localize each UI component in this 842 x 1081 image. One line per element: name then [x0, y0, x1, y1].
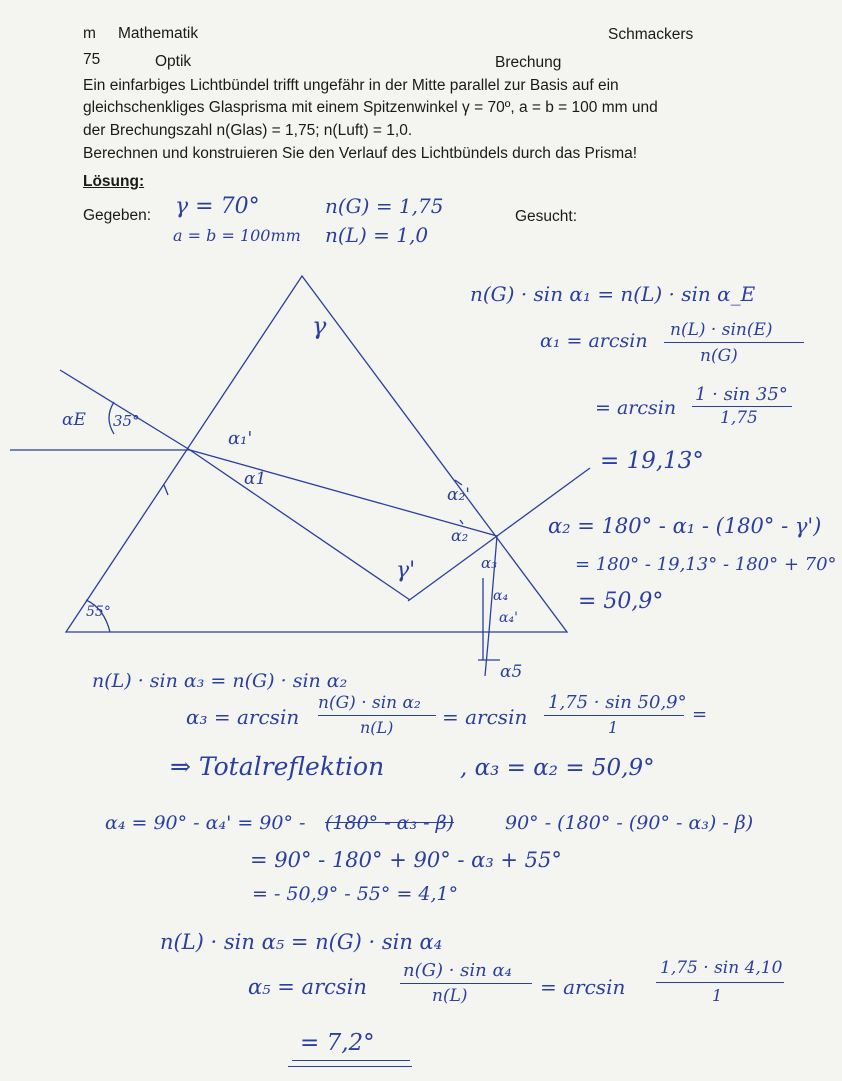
label-35: 35°	[113, 412, 140, 430]
exit-ray	[485, 632, 489, 676]
exercise-number: 75	[83, 51, 101, 68]
calc-3a: α₃ = arcsin	[186, 705, 300, 729]
sought-label: Gesucht:	[515, 208, 578, 225]
fraction-bar-1	[664, 342, 804, 343]
given-label: Gegeben:	[83, 207, 152, 224]
calc-1b: = arcsin	[595, 397, 677, 419]
law-refraction-5: n(L) · sin α₅ = n(G) · sin α₄	[160, 930, 443, 954]
fraction-bar-2	[692, 406, 792, 407]
label-alpha5: α5	[500, 662, 523, 682]
task-line-1: Ein einfarbiges Lichtbündel trifft ungefähr in der Mitte parallel zur Basis auf ein	[83, 77, 619, 94]
calc-1a-den: n(G)	[700, 346, 738, 366]
topic-name: Optik	[155, 53, 192, 70]
total-reflection-eq: , α₃ = α₂ = 50,9°	[460, 755, 655, 781]
calc-3b-eq: =	[692, 704, 708, 725]
fraction-bar-3	[318, 715, 436, 716]
calc-5a-num: n(G) · sin α₄	[403, 960, 512, 981]
tick-mark-2	[460, 520, 463, 524]
calc-4a: α₄ = 90° - α₄' = 90° -	[105, 812, 306, 834]
normal-line-1-ext	[190, 450, 410, 600]
calc-5a: α₅ = arcsin	[248, 975, 367, 999]
calc-3a-den: n(L)	[360, 718, 394, 737]
label-55: 55°	[86, 604, 111, 620]
given-gamma: γ = 70°	[175, 194, 260, 219]
subject-name: Mathematik	[118, 25, 199, 42]
calc-2b: = 180° - 19,13° - 180° + 70°	[575, 554, 837, 575]
given-n-air: n(L) = 1,0	[325, 223, 429, 247]
label-alpha2: α₂	[451, 526, 469, 545]
calc-4b: = 90° - 180° + 90° - α₃ + 55°	[250, 848, 562, 872]
given-n-glass: n(G) = 1,75	[325, 194, 444, 218]
calc-3b-den: 1	[608, 718, 619, 737]
law-refraction-3: n(L) · sin α₃ = n(G) · sin α₂	[92, 670, 348, 692]
calc-2a: α₂ = 180° - α₁ - (180° - γ')	[548, 514, 822, 538]
solution-heading: Lösung:	[83, 173, 145, 190]
law-refraction-1: n(G) · sin α₁ = n(L) · sin α_E	[470, 282, 756, 306]
label-alpha3: α₃	[481, 554, 498, 572]
result-alpha1: = 19,13°	[600, 448, 704, 474]
calc-3b: = arcsin	[442, 705, 528, 729]
calc-4c: = - 50,9° - 55° = 4,1°	[252, 883, 459, 905]
fraction-bar-6	[656, 982, 784, 983]
calc-5b-den: 1	[712, 986, 723, 1005]
result-alpha2: = 50,9°	[578, 589, 664, 614]
reflected-ray	[489, 536, 497, 632]
label-alpha4p: α₄'	[499, 610, 518, 626]
result-underline-2	[288, 1066, 412, 1067]
calc-1b-den: 1,75	[720, 408, 758, 428]
calc-5a-den: n(L)	[432, 986, 468, 1006]
task-line-3: der Brechungszahl n(Glas) = 1,75; n(Luft) = 1,0.	[83, 122, 413, 139]
calc-1b-num: 1 · sin 35°	[695, 384, 788, 405]
given-sides: a = b = 100mm	[173, 226, 301, 245]
result-alpha5: = 7,2°	[300, 1030, 375, 1056]
tick-mark-1	[164, 485, 168, 495]
label-gamma-prime: γ'	[396, 558, 416, 583]
label-alpha1p: α₁'	[228, 428, 253, 449]
calc-5b-num: 1,75 · sin 4,10	[660, 958, 783, 978]
task-line-2: gleichschenkliges Glasprisma mit einem Spitzenwinkel γ = 70º, a = b = 100 mm und	[83, 99, 658, 116]
label-alpha2p: α₂'	[447, 485, 470, 505]
calc-1a-num: n(L) · sin(E)	[670, 320, 773, 340]
total-reflection: ⇒ Totalreflektion	[170, 752, 385, 781]
label-gamma: γ	[312, 312, 327, 340]
task-line-4: Berechnen und konstruieren Sie den Verlauf des Lichtbündels durch das Prisma!	[83, 145, 638, 162]
calc-3a-num: n(G) · sin α₂	[318, 693, 421, 713]
subject-code: m	[83, 25, 96, 42]
calc-4a-rest: 90° - (180° - (90° - α₃) - β)	[505, 812, 754, 834]
subtopic-name: Brechung	[495, 54, 562, 71]
label-alpha1: α1	[244, 469, 267, 489]
calc-4a-strike: (180° - α₃ - β)	[325, 812, 455, 834]
calc-1a: α₁ = arcsin	[540, 330, 648, 352]
result-underline-1	[292, 1060, 410, 1061]
calc-3b-num: 1,75 · sin 50,9°	[548, 692, 687, 713]
label-alphaE: αE	[62, 410, 86, 430]
author-name: Schmackers	[608, 26, 694, 43]
fraction-bar-4	[544, 715, 684, 716]
calc-5b: = arcsin	[540, 975, 626, 999]
label-alpha4: α₄	[493, 588, 509, 604]
fraction-bar-5	[400, 983, 532, 984]
